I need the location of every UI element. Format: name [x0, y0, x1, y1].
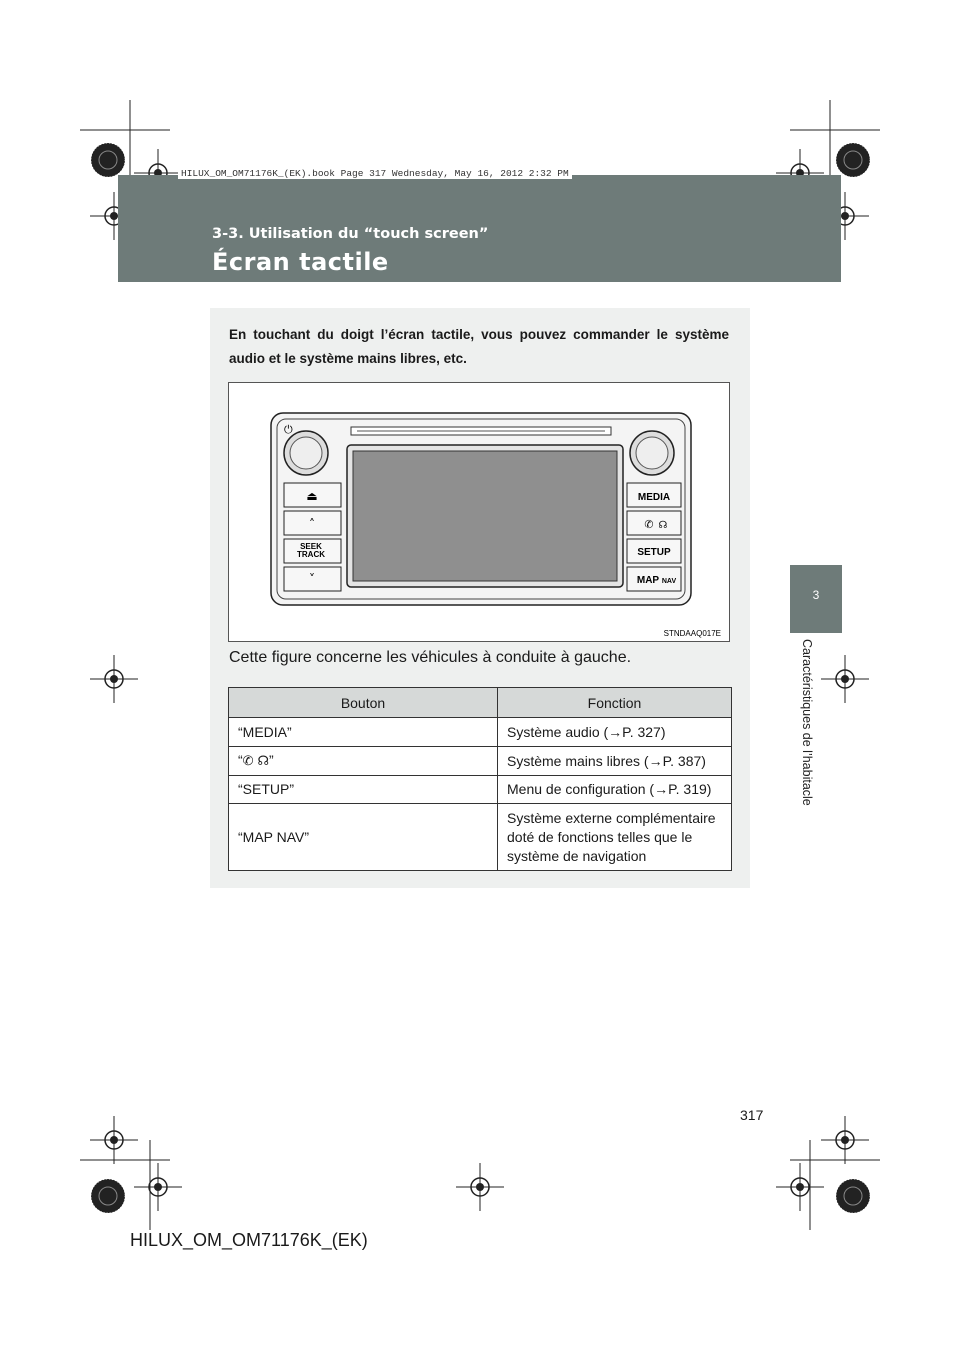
function-cell: Système externe complémentaire doté de fonctions telles que le système de navigation — [498, 804, 732, 871]
chapter-number: 3 — [812, 588, 820, 602]
button-function-table — [228, 687, 732, 871]
column-header-button: Bouton — [229, 688, 498, 718]
section-label: 3-3. Utilisation du “touch screen” — [212, 226, 489, 242]
intro-text: En touchant du doigt l’écran tactile, vous pouvez commander le système audio et le système mains libres, etc. — [229, 327, 729, 366]
chevron-up-icon: ˄ — [309, 517, 315, 531]
button-cell: “SETUP” — [229, 776, 498, 804]
book-stamp: HILUX_OM_OM71176K_(EK).book Page 317 Wednesday, May 16, 2012 2:32 PM — [178, 168, 572, 179]
setup-label: SETUP — [637, 547, 671, 558]
voice-command-icon: ☊ — [257, 754, 270, 769]
track-label: TRACK — [297, 550, 325, 559]
head-unit-illustration — [229, 383, 729, 641]
table-header-row — [229, 688, 732, 718]
function-cell: Menu de configuration (→P. 319) — [498, 776, 732, 804]
figure-code: STNDAAQ017E — [663, 629, 721, 638]
footer-document-code: HILUX_OM_OM71176K_(EK) — [130, 1230, 368, 1250]
eject-icon: ⏏ — [306, 489, 318, 503]
phone-icon: ✆ — [644, 518, 654, 531]
map-label: MAP — [636, 575, 660, 586]
function-cell: Système audio (→P. 327) — [498, 718, 732, 747]
button-cell: “✆ ☊” — [229, 747, 498, 776]
head-unit-figure — [228, 382, 730, 642]
chapter-title-vertical — [800, 639, 814, 839]
chevron-down-icon: ˅ — [309, 572, 315, 586]
nav-label: NAV — [661, 578, 677, 585]
button-cell: “MEDIA” — [229, 718, 498, 747]
chapter-title-text: Caractéristiques de l’habitacle — [800, 639, 814, 806]
function-cell: Système mains libres (→P. 387) — [498, 747, 732, 776]
table-row — [229, 776, 732, 804]
button-cell: “MAP NAV” — [229, 804, 498, 871]
voice-command-icon: ☊ — [658, 520, 668, 531]
seek-label: SEEK — [300, 542, 322, 551]
phone-icon: ✆ — [242, 754, 254, 769]
page-title: Écran tactile — [212, 248, 389, 276]
figure-caption: Cette figure concerne les véhicules à conduite à gauche. — [229, 649, 632, 666]
table-row — [229, 804, 732, 871]
power-icon: ⏻ — [284, 423, 293, 436]
media-label: MEDIA — [637, 492, 671, 503]
page-number: 317 — [740, 1107, 764, 1123]
column-header-function: Fonction — [498, 688, 732, 718]
table-row — [229, 747, 732, 776]
table-row — [229, 718, 732, 747]
